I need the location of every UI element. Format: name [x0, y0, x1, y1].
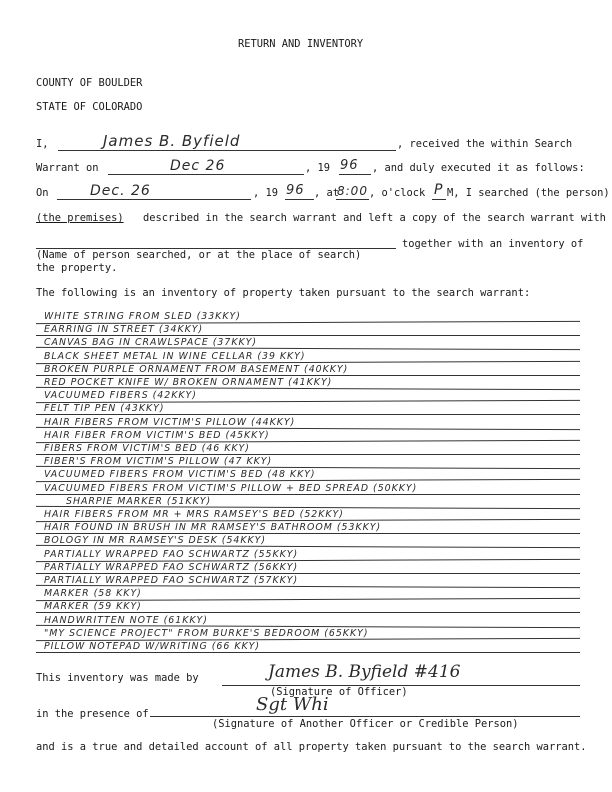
inventory-item: SHARPIE MARKER (51KKY) [66, 495, 212, 507]
officer-signature: James B. Byfield #416 [268, 662, 461, 682]
document-title: RETURN AND INVENTORY [238, 38, 364, 50]
premises-text: (the premises) [36, 212, 124, 224]
received-text: , received the within Search [397, 138, 573, 150]
officer-caption: (Signature of Officer) [270, 686, 408, 698]
on-label: On [36, 187, 49, 199]
inventory-item: HANDWRITTEN NOTE (61KKY) [44, 614, 208, 626]
witness-signature: Sgt Whi [256, 694, 329, 715]
i-label: I, [36, 138, 49, 150]
inventory-item: HAIR FIBERS FROM VICTIM'S PILLOW (44KKY) [44, 416, 296, 428]
inventory-item: MARKER (59 KKY) [44, 601, 142, 613]
witness-signature-line [150, 716, 580, 717]
exec-year: 96 [286, 183, 305, 198]
inventory-item-line [36, 454, 580, 455]
inventory-item: "MY SCIENCE PROJECT" FROM BURKE'S BEDROOM (65KKY) [44, 627, 369, 639]
inventory-item: BROKEN PURPLE ORNAMENT FROM BASEMENT (40KKY) [44, 363, 349, 375]
exec-date-line [57, 199, 251, 200]
warrant-year-prefix: , 19 [305, 162, 331, 174]
property-text: the property. [36, 262, 118, 274]
inventory-item: RED POCKET KNIFE W/ BROKEN ORNAMENT (41KKY) [44, 377, 333, 388]
inventory-intro: The following is an inventory of property taken pursuant to the search warrant: [36, 287, 531, 299]
inventory-item: CANVAS BAG IN CRAWLSPACE (37KKY) [44, 337, 258, 349]
exec-time: 8:00 [337, 184, 368, 198]
at-label: , at [314, 187, 340, 199]
inventory-item: PARTIALLY WRAPPED FAO SCHWARTZ (57KKY) [44, 575, 299, 586]
inventory-item-line [36, 335, 580, 336]
inventory-item-line [36, 414, 580, 415]
oclock-label: , o'clock [369, 187, 426, 199]
inventory-item: PARTIALLY WRAPPED FAO SCHWARTZ (55KKY) [44, 548, 299, 560]
inventory-item: VACUUMED FIBERS FROM VICTIM'S BED (48 KKY) [44, 469, 316, 481]
inventory-item: PARTIALLY WRAPPED FAO SCHWARTZ (56KKY) [44, 561, 299, 573]
inventory-item: VACUUMED FIBERS (42KKY) [44, 390, 197, 402]
state-label: STATE OF COLORADO [36, 101, 143, 113]
inventory-item-line [36, 533, 580, 534]
inventory-item-line [36, 612, 580, 613]
inventory-item: BOLOGY IN MR RAMSEY'S DESK (54KKY) [44, 535, 267, 547]
inventory-item: FELT TIP PEN (43KKY) [44, 403, 165, 415]
exec-year-prefix: , 19 [253, 187, 279, 199]
inventory-item: VACUUMED FIBERS FROM VICTIM'S PILLOW + BED SPREAD (50KKY) [44, 482, 418, 494]
inventory-item: HAIR FIBERS FROM MR + MRS RAMSEY'S BED (52KKY) [44, 509, 344, 520]
witness-caption: (Signature of Another Officer or Credible Person) [212, 718, 519, 730]
officer-name: James B. Byfield [103, 132, 241, 150]
inventory-item-line [36, 652, 580, 653]
am-pm-line [432, 199, 446, 200]
exec-year-line [285, 199, 314, 200]
executed-text: , and duly executed it as follows: [372, 162, 585, 174]
exec-time-line [336, 199, 369, 200]
officer-name-line [58, 150, 396, 151]
inventory-item-line [36, 573, 580, 574]
inventory-item: MARKER (58 KKY) [44, 588, 142, 600]
exec-date: Dec. 26 [90, 183, 151, 199]
name-caption: (Name of person searched, or at the place of search) [36, 249, 362, 261]
inventory-item: FIBER'S FROM VICTIM'S PILLOW (47 KKY) [44, 456, 273, 468]
inventory-item: PILLOW NOTEPAD W/WRITING (66 KKY) [44, 641, 261, 652]
inventory-item: FIBERS FROM VICTIM'S BED (46 KKY) [44, 443, 250, 454]
inventory-item: BLACK SHEET METAL IN WINE CELLAR (39 KKY) [44, 350, 306, 362]
described-text: described in the search warrant and left a copy of the search warrant with [143, 212, 606, 224]
inventory-item-line [36, 375, 580, 376]
warrant-date: Dec 26 [170, 158, 226, 174]
warrant-on-label: Warrant on [36, 162, 99, 174]
am-pm: P [434, 182, 444, 198]
inventory-item: EARRING IN STREET (34KKY) [44, 324, 204, 336]
closing-statement: and is a true and detailed account of all property taken pursuant to the search warrant. [36, 741, 587, 753]
county-label: COUNTY OF BOULDER [36, 77, 143, 89]
warrant-year: 96 [340, 158, 359, 173]
inventory-item: WHITE STRING FROM SLED (33KKY) [44, 311, 241, 322]
made-by-label: This inventory was made by [36, 672, 199, 684]
inventory-item: HAIR FIBER FROM VICTIM'S BED (45KKY) [44, 429, 270, 441]
presence-label: in the presence of [36, 708, 149, 720]
warrant-date-line [108, 174, 304, 175]
together-text: together with an inventory of [402, 238, 584, 250]
searched-text: M, I searched (the person) [447, 187, 610, 199]
warrant-year-line [339, 174, 371, 175]
inventory-item: HAIR FOUND IN BRUSH IN MR RAMSEY'S BATHROOM (53KKY) [44, 522, 382, 534]
inventory-item-line [36, 494, 580, 495]
